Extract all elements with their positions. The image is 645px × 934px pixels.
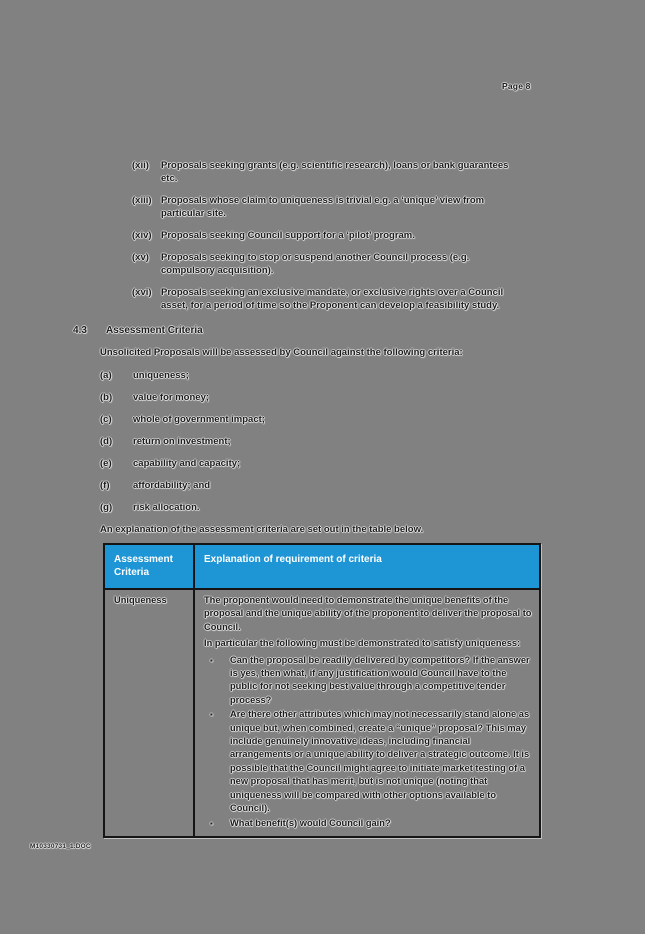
list-item-text: Proposals seeking grants (e.g. scientific research), loans or bank guarantees etc. — [161, 160, 509, 184]
list-item-label: (xii) — [132, 160, 149, 171]
list-item — [100, 479, 520, 492]
bullet-item — [210, 817, 533, 830]
bullet-square-icon: ▪ — [210, 818, 213, 828]
list-item — [100, 391, 520, 404]
list-item-text: risk allocation. — [133, 502, 200, 513]
bullet-item — [210, 654, 533, 708]
list-item-text: Proposals seeking an exclusive mandate, or exclusive rights over a Council asset, for a period of time so the Proponent can develop a feasibility study. — [161, 287, 504, 311]
table-intro: An explanation of the assessment criteria are set out in the table below. — [100, 524, 424, 535]
bullet-square-icon: ▪ — [210, 710, 213, 720]
table-cell-criteria: Uniqueness — [114, 595, 167, 605]
list-item-label: (xv) — [132, 252, 149, 263]
page-number: Page 8 — [502, 81, 531, 91]
list-item — [100, 413, 520, 426]
bullet-text: What benefit(s) would Council gain? — [230, 817, 391, 828]
list-item — [132, 286, 524, 312]
list-item — [132, 229, 524, 242]
section-intro: Unsolicited Proposals will be assessed by Council against the following criteria: — [100, 347, 463, 358]
list-item-text: Proposals seeking to stop or suspend another Council process (e.g. compulsory acquisition). — [161, 252, 470, 276]
list-item — [132, 194, 524, 220]
section-heading — [73, 324, 645, 337]
bullet-square-icon: ▪ — [210, 655, 213, 665]
list-item-text: return on investment; — [133, 436, 231, 447]
explanation-paragraph: The proponent would need to demonstrate the unique benefits of the proposal and the unique ability of the proponent to deliver the proposal to Council. — [204, 595, 532, 632]
table-cell-explanation — [193, 590, 539, 836]
list-item-text: affordability; and — [133, 480, 211, 491]
bullet-text: Can the proposal be readily delivered by competitors? If the answer is yes, then what, if any justification would Council have to the public for not seeking best value through a competitive tender process? — [230, 654, 530, 705]
list-item-text: capability and capacity; — [133, 458, 241, 469]
list-item-text: Proposals seeking Council support for a ‘pilot’ program. — [161, 230, 415, 241]
table-header-criteria: Assessment Criteria — [114, 554, 173, 578]
list-item-text: uniqueness; — [133, 370, 189, 381]
list-item-label: (a) — [100, 370, 112, 381]
list-item — [100, 501, 520, 514]
list-item-label: (d) — [100, 436, 113, 447]
list-item-label: (b) — [100, 392, 113, 403]
list-item-text: whole of government impact; — [133, 414, 265, 425]
explanation-paragraph: In particular the following must be demonstrated to satisfy uniqueness: — [204, 638, 521, 649]
page-content — [0, 159, 645, 838]
list-item-text: Proposals whose claim to uniqueness is trivial e.g. a ‘unique’ view from particular site. — [161, 195, 485, 219]
list-item-label: (xiii) — [132, 195, 152, 206]
list-item — [100, 435, 520, 448]
list-item-label: (g) — [100, 502, 113, 513]
list-item — [100, 369, 520, 382]
list-item — [132, 159, 524, 185]
list-item-text: value for money; — [133, 392, 210, 403]
bullet-item — [210, 708, 533, 815]
document-reference-footer: M10330731_1.DOC — [30, 843, 91, 850]
list-item — [132, 251, 524, 277]
table-header-row — [105, 545, 539, 588]
criteria-list — [0, 369, 645, 514]
table-row — [105, 588, 539, 836]
bullet-text: Are there other attributes which may not necessarily stand alone as unique but, when combined, create a “unique” proposal? This may include genuinely innovative ideas, including financial arrangements or a unique ability to deliver a strategic outcome. It is possible that the Council might agree to initiate market testing of a new proposal that has merit, but is not unique (noting that uniqueness will be compared with other options available to Council). — [230, 709, 530, 814]
list-item-label: (xvi) — [132, 287, 152, 298]
list-item-label: (xiv) — [132, 230, 152, 241]
table-header-explanation: Explanation of requirement of criteria — [193, 545, 539, 588]
list-item-label: (f) — [100, 480, 110, 491]
section-title: Assessment Criteria — [106, 325, 203, 336]
list-item — [100, 457, 520, 470]
section-number: 4.3 — [73, 325, 87, 336]
list-item-label: (c) — [100, 414, 112, 425]
assessment-criteria-table — [103, 543, 541, 838]
list-item-label: (e) — [100, 458, 112, 469]
